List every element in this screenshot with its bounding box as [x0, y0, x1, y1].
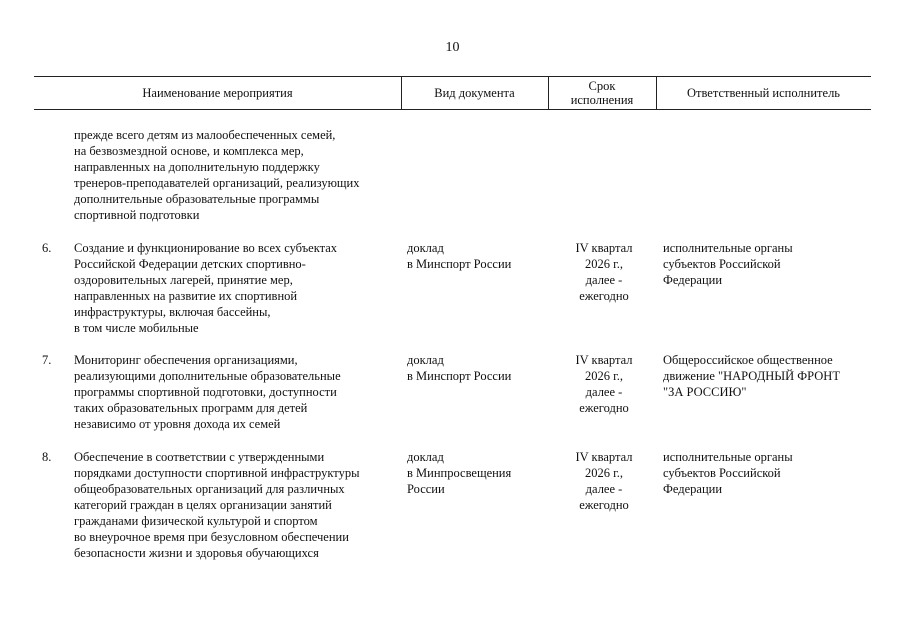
- header-name: Наименование мероприятия: [142, 86, 293, 100]
- row-number: 6.: [42, 241, 52, 255]
- table-header-bottom-rule: [34, 109, 871, 110]
- row-name: Создание и функционирование во всех субъектах Российской Федерации детских спортивно- оздоровительных лагерей, принятие мер, направленных на развитие их спортивной инфраструктуры, включая бассейны, в том числе мобильные: [74, 241, 338, 335]
- row-executor: исполнительные органы субъектов Российской Федерации: [663, 241, 793, 287]
- row-name: Обеспечение в соответствии с утвержденными порядками доступности спортивной инфраструктуры общеобразовательных организаций для различных категорий граждан в целях организации занятий гражданами физической культурой и спортом во внеурочное время при безусловном обеспечении безопасности жизни и здоровья обучающихся: [74, 450, 360, 560]
- row-executor: исполнительные органы субъектов Российской Федерации: [663, 450, 793, 496]
- row-term: IV квартал 2026 г., далее - ежегодно: [575, 353, 633, 415]
- row-term: IV квартал 2026 г., далее - ежегодно: [575, 241, 633, 303]
- row-name: Мониторинг обеспечения организациями, реализующими дополнительные образовательные программы спортивной подготовки, доступности таких образовательных программ для детей независимо от уровня дохода их семей: [74, 353, 341, 431]
- row-name: прежде всего детям из малообеспеченных семей, на безвозмездной основе, и комплекса мер, направленных на дополнительную поддержку тренеров-преподавателей организаций, реализующих дополнительные образовательные программы спортивной подготовки: [74, 128, 360, 222]
- table-header-top-rule: [34, 76, 871, 77]
- row-number: 8.: [42, 450, 52, 464]
- row-doc-type: доклад в Минспорт России: [407, 353, 512, 383]
- row-doc-type: доклад в Минпросвещения России: [407, 450, 512, 496]
- row-number: 7.: [42, 353, 52, 367]
- row-executor: Общероссийское общественное движение "НАРОДНЫЙ ФРОНТ "ЗА РОССИЮ": [663, 353, 840, 399]
- header-executor: Ответственный исполнитель: [686, 86, 841, 100]
- header-term: Срок исполнения: [570, 79, 634, 107]
- header-doc-type: Вид документа: [434, 86, 515, 100]
- page-number: 10: [445, 40, 460, 55]
- row-term: IV квартал 2026 г., далее - ежегодно: [575, 450, 633, 512]
- row-doc-type: доклад в Минспорт России: [407, 241, 512, 271]
